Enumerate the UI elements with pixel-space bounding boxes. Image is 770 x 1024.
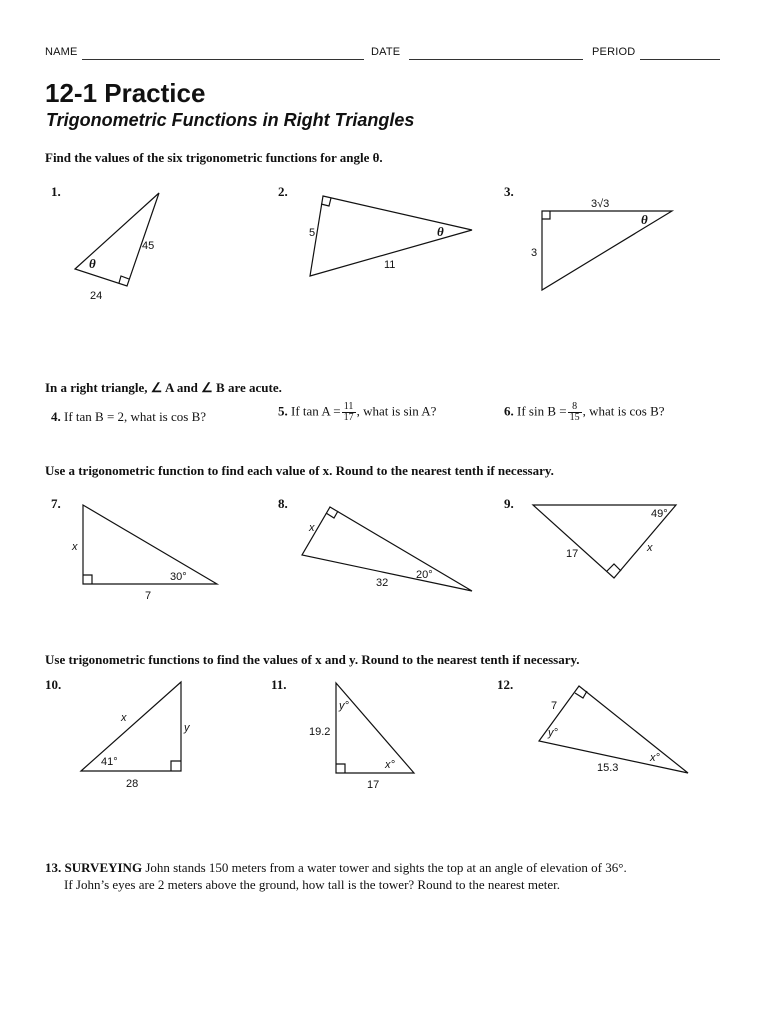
problem-6-frac-num: 8 bbox=[568, 402, 582, 413]
problem-10-label-hyp: x bbox=[121, 712, 127, 724]
problem-11-number: 11. bbox=[271, 677, 287, 692]
problem-13-topic: SURVEYING bbox=[64, 860, 143, 875]
problem-12-right-angle-mark bbox=[575, 691, 587, 698]
problem-4-number: 4. bbox=[51, 409, 61, 424]
problem-3-label-angle: θ bbox=[641, 212, 648, 227]
problem-8-label-side: x bbox=[309, 522, 315, 534]
problem-8-label-base: 32 bbox=[376, 577, 389, 589]
problem-12-triangle-shape bbox=[539, 686, 688, 773]
date-label: DATE bbox=[371, 46, 401, 58]
problem-6-text-a: If sin B = bbox=[517, 403, 567, 419]
problem-13 bbox=[45, 859, 745, 893]
problem-3-number: 3. bbox=[504, 184, 514, 199]
problem-11-label-side: 19.2 bbox=[309, 726, 331, 738]
problem-5-number: 5. bbox=[278, 403, 288, 419]
problem-6-frac-den: 15 bbox=[569, 412, 580, 423]
problem-9-label-side-b: x bbox=[647, 542, 653, 554]
problem-12-label-angle-left: y° bbox=[548, 727, 558, 739]
section1-instruction: Find the values of the six trigonometric functions for angle θ. bbox=[45, 150, 383, 165]
problem-8-label-angle: 20° bbox=[416, 569, 433, 581]
problem-8-number: 8. bbox=[278, 496, 288, 511]
problem-7-label-side: x bbox=[72, 541, 78, 553]
problem-13-line1 bbox=[45, 859, 745, 876]
problem-3-label-side: 3 bbox=[531, 247, 538, 259]
problem-1-number: 1. bbox=[51, 184, 61, 199]
problem-7-label-angle: 30° bbox=[170, 571, 187, 583]
problem-9-number: 9. bbox=[504, 496, 514, 511]
problem-4-text: If tan B = 2, what is cos B? bbox=[64, 409, 207, 424]
problem-11-label-angle-top: y° bbox=[339, 700, 349, 712]
problem-7-label-base: 7 bbox=[145, 590, 152, 602]
period-label: PERIOD bbox=[592, 46, 636, 58]
problem-5-frac-den: 17 bbox=[343, 412, 354, 423]
problem-5-text-b: , what is sin A? bbox=[356, 403, 437, 419]
problem-1-label-leg: 24 bbox=[90, 290, 103, 302]
problem-7-number: 7. bbox=[51, 496, 61, 511]
problem-12-number: 12. bbox=[497, 677, 514, 692]
lesson-title: Trigonometric Functions in Right Triangles bbox=[46, 110, 415, 130]
problem-11-label-base: 17 bbox=[367, 779, 380, 791]
problem-13-text1: John stands 150 meters from a water tower and sights the top at an angle of elevation of 36°. bbox=[145, 860, 627, 875]
problem-11-label-angle-bottom: x° bbox=[385, 759, 395, 771]
problem-10-number: 10. bbox=[45, 677, 62, 692]
problem-9-label-angle: 49° bbox=[651, 508, 668, 520]
problem-5-text-a: If tan A = bbox=[291, 403, 341, 419]
problem-12-label-base: 15.3 bbox=[597, 762, 619, 774]
problem-12-label-angle-right: x° bbox=[650, 752, 660, 764]
problem-10-label-base: 28 bbox=[126, 778, 139, 790]
lesson-number: 12-1 Practice bbox=[45, 78, 206, 108]
problem-12-label-side: 7 bbox=[551, 700, 558, 712]
problem-2-label-leg: 5 bbox=[309, 227, 316, 239]
problem-13-number: 13. bbox=[45, 860, 62, 875]
problem-13-line2: If John’s eyes are 2 meters above the ground, how tall is the tower? Round to the nearest meter. bbox=[64, 877, 561, 892]
problem-2-label-angle: θ bbox=[437, 224, 444, 239]
section3-instruction: Use a trigonometric function to find each value of x. Round to the nearest tenth if necessary. bbox=[45, 463, 554, 478]
problem-6-number: 6. bbox=[504, 403, 514, 419]
problem-3-label-top: 3√3 bbox=[591, 198, 610, 210]
problem-9-label-side-a: 17 bbox=[566, 548, 579, 560]
section4-instruction: Use trigonometric functions to find the values of x and y. Round to the nearest tenth if necessary. bbox=[45, 652, 580, 667]
name-label: NAME bbox=[45, 46, 78, 58]
problem-6-text-b: , what is cos B? bbox=[582, 403, 665, 419]
problem-1-label-hyp: 45 bbox=[142, 240, 155, 252]
problem-10-label-leg: y bbox=[184, 722, 190, 734]
section2-instruction: In a right triangle, ∠ A and ∠ B are acute. bbox=[45, 380, 282, 395]
problem-10-label-angle: 41° bbox=[101, 756, 118, 768]
problem-1-label-angle: θ bbox=[89, 256, 96, 271]
problem-2-label-hyp: 11 bbox=[384, 259, 396, 271]
problem-2-number: 2. bbox=[278, 184, 288, 199]
problem-5-frac-num: 11 bbox=[342, 402, 356, 413]
